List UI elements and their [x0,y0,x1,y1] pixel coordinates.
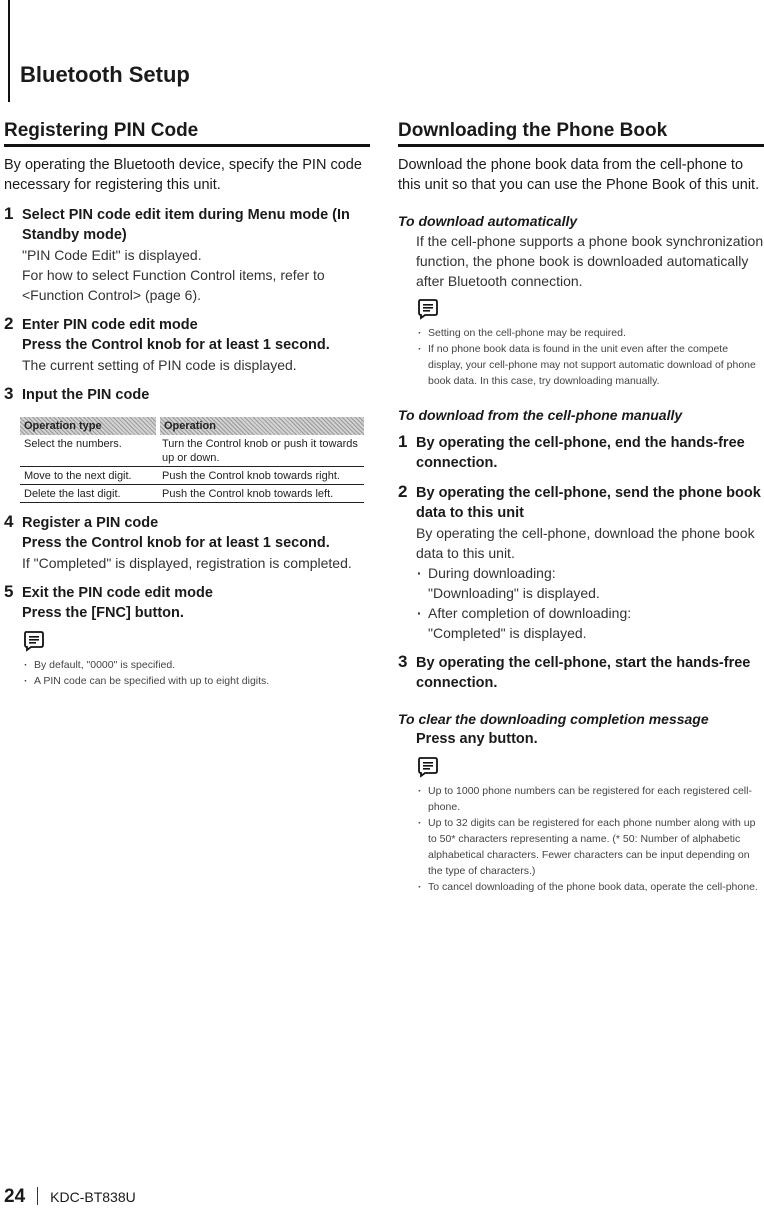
step-body: If "Completed" is displayed, registration is completed. [22,555,352,571]
note-icon [22,629,46,653]
table-cell: Push the Control knob towards left. [158,485,364,503]
table-cell: Delete the last digit. [20,485,158,503]
manual-step-2 [398,483,764,643]
step-action: Press the Control knob for at least 1 second. [22,535,330,551]
table-cell: Turn the Control knob or push it towards up or down. [158,435,364,467]
note-item: · Setting on the cell-phone may be required. [416,325,764,341]
step-number: 3 [398,652,408,671]
step-title: Exit the PIN code edit mode [22,585,213,601]
operation-table [20,417,364,503]
step-body: For how to select Function Control items, refer to <Function Control> (page 6). [22,267,325,303]
list-item [416,563,764,603]
table-header-operation: Operation [158,417,364,435]
note-item: · By default, "0000" is specified. [22,657,370,673]
left-column [4,120,370,689]
table-row [20,435,364,467]
step-title: Select PIN code edit item during Menu mode (In Standby mode) [22,207,350,243]
step-action: Press the [FNC] button. [22,605,184,621]
clear-message-action: Press any button. [416,731,538,747]
note-item: · Up to 32 digits can be registered for each phone number along with up to 50* characters representing a name. (* 50: Number of alphabetic alphabetical characters. Fewer characters can be input depending on the type of characters.) [416,815,764,879]
page-footer [4,1186,136,1208]
step-title: Register a PIN code [22,515,159,531]
page-title: Bluetooth Setup [20,62,190,87]
table-header-operation-type: Operation type [20,417,158,435]
step-number: 5 [4,582,14,601]
auto-download-heading: To download automatically [398,213,578,229]
manual-step-1 [398,433,764,473]
download-status-list [416,563,764,643]
pin-step-5 [4,583,370,689]
section-heading-phonebook: Downloading the Phone Book [398,120,764,147]
step-number: 2 [4,314,14,333]
manual-step-3 [398,653,764,693]
list-item-label: During downloading: [428,565,556,581]
table-cell: Select the numbers. [20,435,158,467]
step-title: By operating the cell-phone, send the phone book data to this unit [416,485,761,521]
list-item-label: After completion of downloading: [428,605,632,621]
pin-step-4 [4,513,370,573]
step-body: "PIN Code Edit" is displayed. [22,247,202,263]
auto-download-body: If the cell-phone supports a phone book synchronization function, the phone book is downloaded automatically after Bluetooth connection. [416,233,764,289]
step-number: 3 [4,384,14,403]
note-item: · Up to 1000 phone numbers can be registered for each registered cell-phone. [416,783,764,815]
step-number: 1 [398,432,408,451]
note-item: · To cancel downloading of the phone book data, operate the cell-phone. [416,879,764,895]
step-number: 1 [4,204,14,223]
table-row [20,485,364,503]
step-action: Press the Control knob for at least 1 second. [22,337,330,353]
clear-notes [416,783,764,895]
step-title: By operating the cell-phone, end the hands-free connection. [416,435,745,471]
step-number: 4 [4,512,14,531]
step-title: Enter PIN code edit mode [22,317,198,333]
step-title: Input the PIN code [22,387,150,403]
phonebook-intro: Download the phone book data from the cell-phone to this unit so that you can use the Phone Book of this unit. [398,157,760,193]
table-row [20,467,364,485]
note-item: · If no phone book data is found in the unit even after the compete display, your cell-phone may not support automatic download of phone book data. In this case, try downloading manually. [416,341,764,389]
manual-download-heading: To download from the cell-phone manually [398,407,683,423]
list-item [416,603,764,643]
right-column [398,120,764,895]
note-icon [416,755,440,779]
auto-notes [416,325,764,389]
step-body: The current setting of PIN code is displayed. [22,357,297,373]
pin-step-2 [4,315,370,375]
pin-step-1 [4,205,370,305]
title-bar-rule [8,0,10,102]
list-item-detail: "Completed" is displayed. [428,625,587,641]
pin-notes [22,657,370,689]
table-cell: Push the Control knob towards right. [158,467,364,485]
note-item: · A PIN code can be specified with up to eight digits. [22,673,370,689]
model-name: KDC-BT838U [50,1189,136,1205]
page-number: 24 [4,1186,26,1207]
step-number: 2 [398,482,408,501]
clear-message-heading: To clear the downloading completion message [398,711,709,727]
section-heading-pin: Registering PIN Code [4,120,370,147]
pin-intro: By operating the Bluetooth device, specify the PIN code necessary for registering this unit. [4,157,362,193]
note-icon [416,297,440,321]
list-item-detail: "Downloading" is displayed. [428,585,600,601]
step-title: By operating the cell-phone, start the hands-free connection. [416,655,751,691]
table-cell: Move to the next digit. [20,467,158,485]
step-body: By operating the cell-phone, download the phone book data to this unit. [416,525,755,561]
pin-step-3 [4,385,370,405]
footer-divider [37,1187,38,1205]
